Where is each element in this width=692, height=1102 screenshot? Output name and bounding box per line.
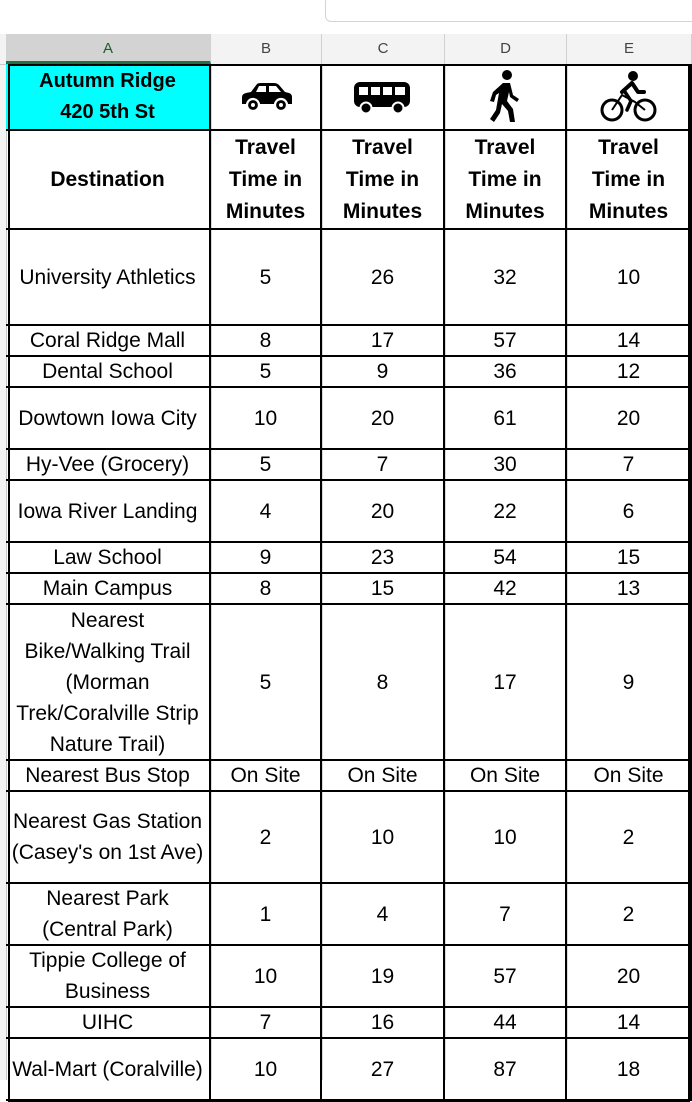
- travel-time-header-line: Minutes: [588, 199, 669, 223]
- travel-time-value: 18: [616, 1057, 641, 1081]
- travel-time-value: 22: [493, 499, 517, 523]
- destination-cell[interactable]: [6, 543, 211, 574]
- travel-time-value: 44: [493, 1011, 517, 1034]
- column-header-c[interactable]: C: [322, 34, 445, 64]
- travel-time-cell-car[interactable]: [211, 388, 322, 450]
- destination-cell[interactable]: [6, 792, 211, 884]
- destination-name: University Athletics: [19, 265, 196, 289]
- travel-time-header-line: Travel: [352, 135, 413, 159]
- destination-cell[interactable]: [6, 481, 211, 543]
- travel-time-value: 5: [259, 670, 272, 694]
- travel-time-cell-bus[interactable]: [322, 605, 445, 761]
- travel-time-value: On Site: [593, 764, 664, 787]
- travel-time-cell-walk[interactable]: [445, 1039, 567, 1101]
- travel-time-cell-car[interactable]: [211, 230, 322, 326]
- travel-time-cell-walk[interactable]: [445, 388, 567, 450]
- travel-time-value: 4: [376, 902, 389, 926]
- destination-cell[interactable]: [6, 388, 211, 450]
- destination-cell[interactable]: [6, 574, 211, 605]
- travel-time-value: 13: [616, 577, 641, 600]
- travel-time-cell-bike[interactable]: [567, 326, 692, 357]
- travel-time-cell-bus[interactable]: [322, 450, 445, 481]
- travel-time-cell-car[interactable]: [211, 605, 322, 761]
- travel-time-value: 20: [370, 406, 395, 430]
- travel-time-header-cell[interactable]: [567, 131, 692, 230]
- travel-time-value: 42: [493, 577, 517, 600]
- travel-time-cell-bike[interactable]: [567, 450, 692, 481]
- travel-time-value: 10: [616, 265, 641, 289]
- travel-time-cell-walk[interactable]: [445, 761, 567, 792]
- travel-time-value: 14: [616, 329, 641, 352]
- travel-time-cell-bus[interactable]: [322, 1008, 445, 1039]
- travel-time-cell-walk[interactable]: [445, 450, 567, 481]
- destination-name: Nearest Bus Stop: [25, 764, 190, 787]
- destination-cell[interactable]: [6, 1008, 211, 1039]
- travel-time-value: 2: [622, 902, 635, 926]
- destination-name: Nearest Bike/Walking Trail (Morman Trek/Coralville Strip Nature Trail): [16, 608, 199, 756]
- travel-time-cell-car[interactable]: [211, 761, 322, 792]
- destination-name: Coral Ridge Mall: [29, 329, 186, 352]
- destination-name: Nearest Gas Station (Casey's on 1st Ave): [11, 810, 204, 864]
- travel-time-value: 87: [493, 1057, 517, 1081]
- travel-time-value: 8: [259, 577, 272, 600]
- travel-time-cell-car[interactable]: [211, 792, 322, 884]
- travel-time-value: 15: [370, 577, 395, 600]
- travel-time-header-cell[interactable]: [211, 131, 322, 230]
- travel-time-cell-bike[interactable]: [567, 357, 692, 388]
- property-address: 420 5th St: [60, 100, 155, 123]
- travel-time-value: 15: [616, 546, 641, 569]
- travel-time-value: 61: [493, 406, 517, 430]
- destination-header-cell[interactable]: [6, 131, 211, 230]
- travel-time-cell-bike[interactable]: [567, 1039, 692, 1101]
- travel-time-value: 10: [253, 1057, 278, 1081]
- mode-icon-cell[interactable]: [322, 64, 445, 131]
- destination-name: Dowtown Iowa City: [18, 406, 197, 430]
- travel-time-cell-car[interactable]: [211, 574, 322, 605]
- walking-icon: [488, 69, 522, 125]
- mode-icon-cell[interactable]: [211, 64, 322, 131]
- destination-header: Destination: [50, 168, 165, 191]
- travel-time-value: 27: [370, 1057, 395, 1081]
- travel-time-value: 20: [616, 406, 641, 430]
- formula-bar-area: [0, 0, 692, 34]
- travel-time-value: 8: [376, 670, 389, 694]
- travel-time-value: 7: [376, 453, 389, 476]
- travel-time-cell-bus[interactable]: [322, 388, 445, 450]
- travel-time-cell-bike[interactable]: [567, 761, 692, 792]
- column-header-e[interactable]: E: [567, 34, 692, 64]
- travel-time-cell-walk[interactable]: [445, 357, 567, 388]
- column-header-d[interactable]: D: [445, 34, 567, 64]
- travel-time-cell-bike[interactable]: [567, 884, 692, 946]
- destination-name: Dental School: [42, 360, 173, 383]
- travel-time-cell-bus[interactable]: [322, 574, 445, 605]
- travel-time-header-cell[interactable]: [445, 131, 567, 230]
- travel-time-value: 2: [622, 825, 635, 849]
- travel-time-value: 17: [370, 329, 395, 352]
- travel-time-cell-walk[interactable]: [445, 326, 567, 357]
- travel-time-value: 20: [616, 964, 641, 988]
- travel-time-cell-car[interactable]: [211, 481, 322, 543]
- destination-cell[interactable]: [6, 761, 211, 792]
- travel-time-value: 20: [370, 499, 395, 523]
- travel-time-header-line: Time in: [228, 167, 303, 191]
- travel-time-cell-bike[interactable]: [567, 605, 692, 761]
- travel-time-header-line: Time in: [591, 167, 666, 191]
- travel-time-cell-bus[interactable]: [322, 326, 445, 357]
- travel-time-value: 8: [259, 329, 272, 352]
- travel-time-cell-walk[interactable]: [445, 792, 567, 884]
- travel-time-cell-car[interactable]: [211, 326, 322, 357]
- travel-time-cell-bus[interactable]: [322, 543, 445, 574]
- travel-time-value: 16: [370, 1011, 395, 1034]
- travel-time-value: On Site: [469, 764, 541, 787]
- travel-time-value: 10: [370, 825, 395, 849]
- destination-name: Iowa River Landing: [17, 499, 198, 523]
- travel-time-cell-car[interactable]: [211, 357, 322, 388]
- travel-time-value: 9: [376, 360, 389, 383]
- travel-time-cell-walk[interactable]: [445, 574, 567, 605]
- travel-time-cell-car[interactable]: [211, 946, 322, 1008]
- travel-time-header-line: Time in: [468, 167, 542, 191]
- bicycle-icon: [600, 70, 658, 124]
- travel-time-value: 36: [493, 360, 517, 383]
- travel-time-value: 5: [259, 360, 272, 383]
- travel-time-value: 7: [622, 453, 635, 476]
- property-name: Autumn Ridge: [39, 69, 176, 92]
- property-name-cell[interactable]: [6, 64, 211, 131]
- travel-time-value: 7: [259, 1011, 272, 1034]
- travel-time-header-line: Minutes: [465, 199, 545, 223]
- travel-time-header-line: Minutes: [225, 199, 306, 223]
- travel-time-header-line: Travel: [235, 135, 296, 159]
- travel-time-cell-walk[interactable]: [445, 230, 567, 326]
- travel-time-cell-bus[interactable]: [322, 481, 445, 543]
- travel-time-cell-bike[interactable]: [567, 543, 692, 574]
- travel-time-cell-walk[interactable]: [445, 543, 567, 574]
- travel-time-cell-bus[interactable]: [322, 1039, 445, 1101]
- travel-time-cell-bus[interactable]: [322, 884, 445, 946]
- travel-time-cell-car[interactable]: [211, 543, 322, 574]
- travel-time-cell-walk[interactable]: [445, 884, 567, 946]
- travel-time-value: 9: [622, 670, 635, 694]
- travel-time-cell-bike[interactable]: [567, 946, 692, 1008]
- travel-time-header-line: Minutes: [342, 199, 423, 223]
- travel-time-value: 5: [259, 265, 272, 289]
- travel-time-cell-bike[interactable]: [567, 230, 692, 326]
- mode-icon-cell[interactable]: [445, 64, 567, 131]
- travel-time-cell-car[interactable]: [211, 1008, 322, 1039]
- travel-time-value: 26: [370, 265, 395, 289]
- destination-name: Law School: [53, 546, 162, 569]
- travel-time-value: 19: [370, 964, 395, 988]
- destination-cell[interactable]: [6, 1039, 211, 1101]
- travel-time-cell-bike[interactable]: [567, 1008, 692, 1039]
- travel-time-header-line: Time in: [345, 167, 420, 191]
- travel-time-value: 2: [259, 825, 272, 849]
- travel-time-cell-bus[interactable]: [322, 792, 445, 884]
- destination-cell[interactable]: [6, 884, 211, 946]
- travel-time-value: 12: [616, 360, 641, 383]
- travel-time-value: 57: [493, 329, 517, 352]
- travel-time-cell-car[interactable]: [211, 450, 322, 481]
- travel-time-cell-bike[interactable]: [567, 481, 692, 543]
- formula-input[interactable]: [325, 0, 692, 22]
- travel-time-header-cell[interactable]: [322, 131, 445, 230]
- travel-time-value: 7: [499, 902, 511, 926]
- travel-time-value: 9: [259, 546, 272, 569]
- travel-time-cell-walk[interactable]: [445, 605, 567, 761]
- travel-time-cell-bike[interactable]: [567, 574, 692, 605]
- destination-name: Main Campus: [42, 577, 173, 600]
- travel-time-value: 10: [253, 406, 278, 430]
- travel-time-value: 17: [493, 670, 517, 694]
- travel-time-cell-car[interactable]: [211, 1039, 322, 1101]
- travel-time-value: 1: [259, 902, 272, 926]
- destination-cell[interactable]: [6, 357, 211, 388]
- destination-cell[interactable]: [6, 946, 211, 1008]
- travel-time-cell-walk[interactable]: [445, 946, 567, 1008]
- bus-icon: [352, 79, 414, 115]
- travel-time-cell-walk[interactable]: [445, 1008, 567, 1039]
- travel-time-value: 4: [259, 499, 272, 523]
- travel-time-cell-car[interactable]: [211, 884, 322, 946]
- travel-time-value: 14: [616, 1011, 641, 1034]
- column-header-b[interactable]: B: [211, 34, 322, 64]
- travel-time-value: 10: [253, 964, 278, 988]
- travel-time-value: 6: [622, 499, 635, 523]
- travel-time-header-line: Travel: [474, 135, 536, 159]
- travel-time-cell-bus[interactable]: [322, 946, 445, 1008]
- travel-time-value: 5: [259, 453, 272, 476]
- destination-name: Wal-Mart (Coralville): [12, 1057, 203, 1081]
- destination-name: Hy-Vee (Grocery): [25, 453, 190, 476]
- travel-time-cell-bike[interactable]: [567, 388, 692, 450]
- travel-time-value: 23: [370, 546, 395, 569]
- destination-name: Nearest Park (Central Park): [42, 887, 173, 941]
- travel-time-cell-bike[interactable]: [567, 792, 692, 884]
- destination-name: Tippie College of Business: [29, 949, 186, 1003]
- travel-time-cell-bus[interactable]: [322, 761, 445, 792]
- travel-time-header-line: Travel: [598, 135, 659, 159]
- destination-cell[interactable]: [6, 230, 211, 326]
- travel-time-value: 54: [493, 546, 517, 569]
- travel-time-value: 30: [493, 453, 517, 476]
- column-header-a[interactable]: A: [6, 34, 211, 64]
- travel-time-value: 10: [493, 825, 517, 849]
- travel-time-value: On Site: [230, 764, 301, 787]
- destination-cell[interactable]: [6, 450, 211, 481]
- mode-icon-cell[interactable]: [567, 64, 692, 131]
- travel-time-cell-bus[interactable]: [322, 230, 445, 326]
- travel-time-cell-walk[interactable]: [445, 481, 567, 543]
- travel-time-value: On Site: [347, 764, 418, 787]
- destination-name: UIHC: [81, 1011, 134, 1034]
- travel-time-value: 32: [493, 265, 517, 289]
- travel-time-cell-bus[interactable]: [322, 357, 445, 388]
- car-icon: [236, 80, 296, 114]
- destination-cell[interactable]: [6, 605, 211, 761]
- destination-cell[interactable]: [6, 326, 211, 357]
- travel-time-value: 57: [493, 964, 517, 988]
